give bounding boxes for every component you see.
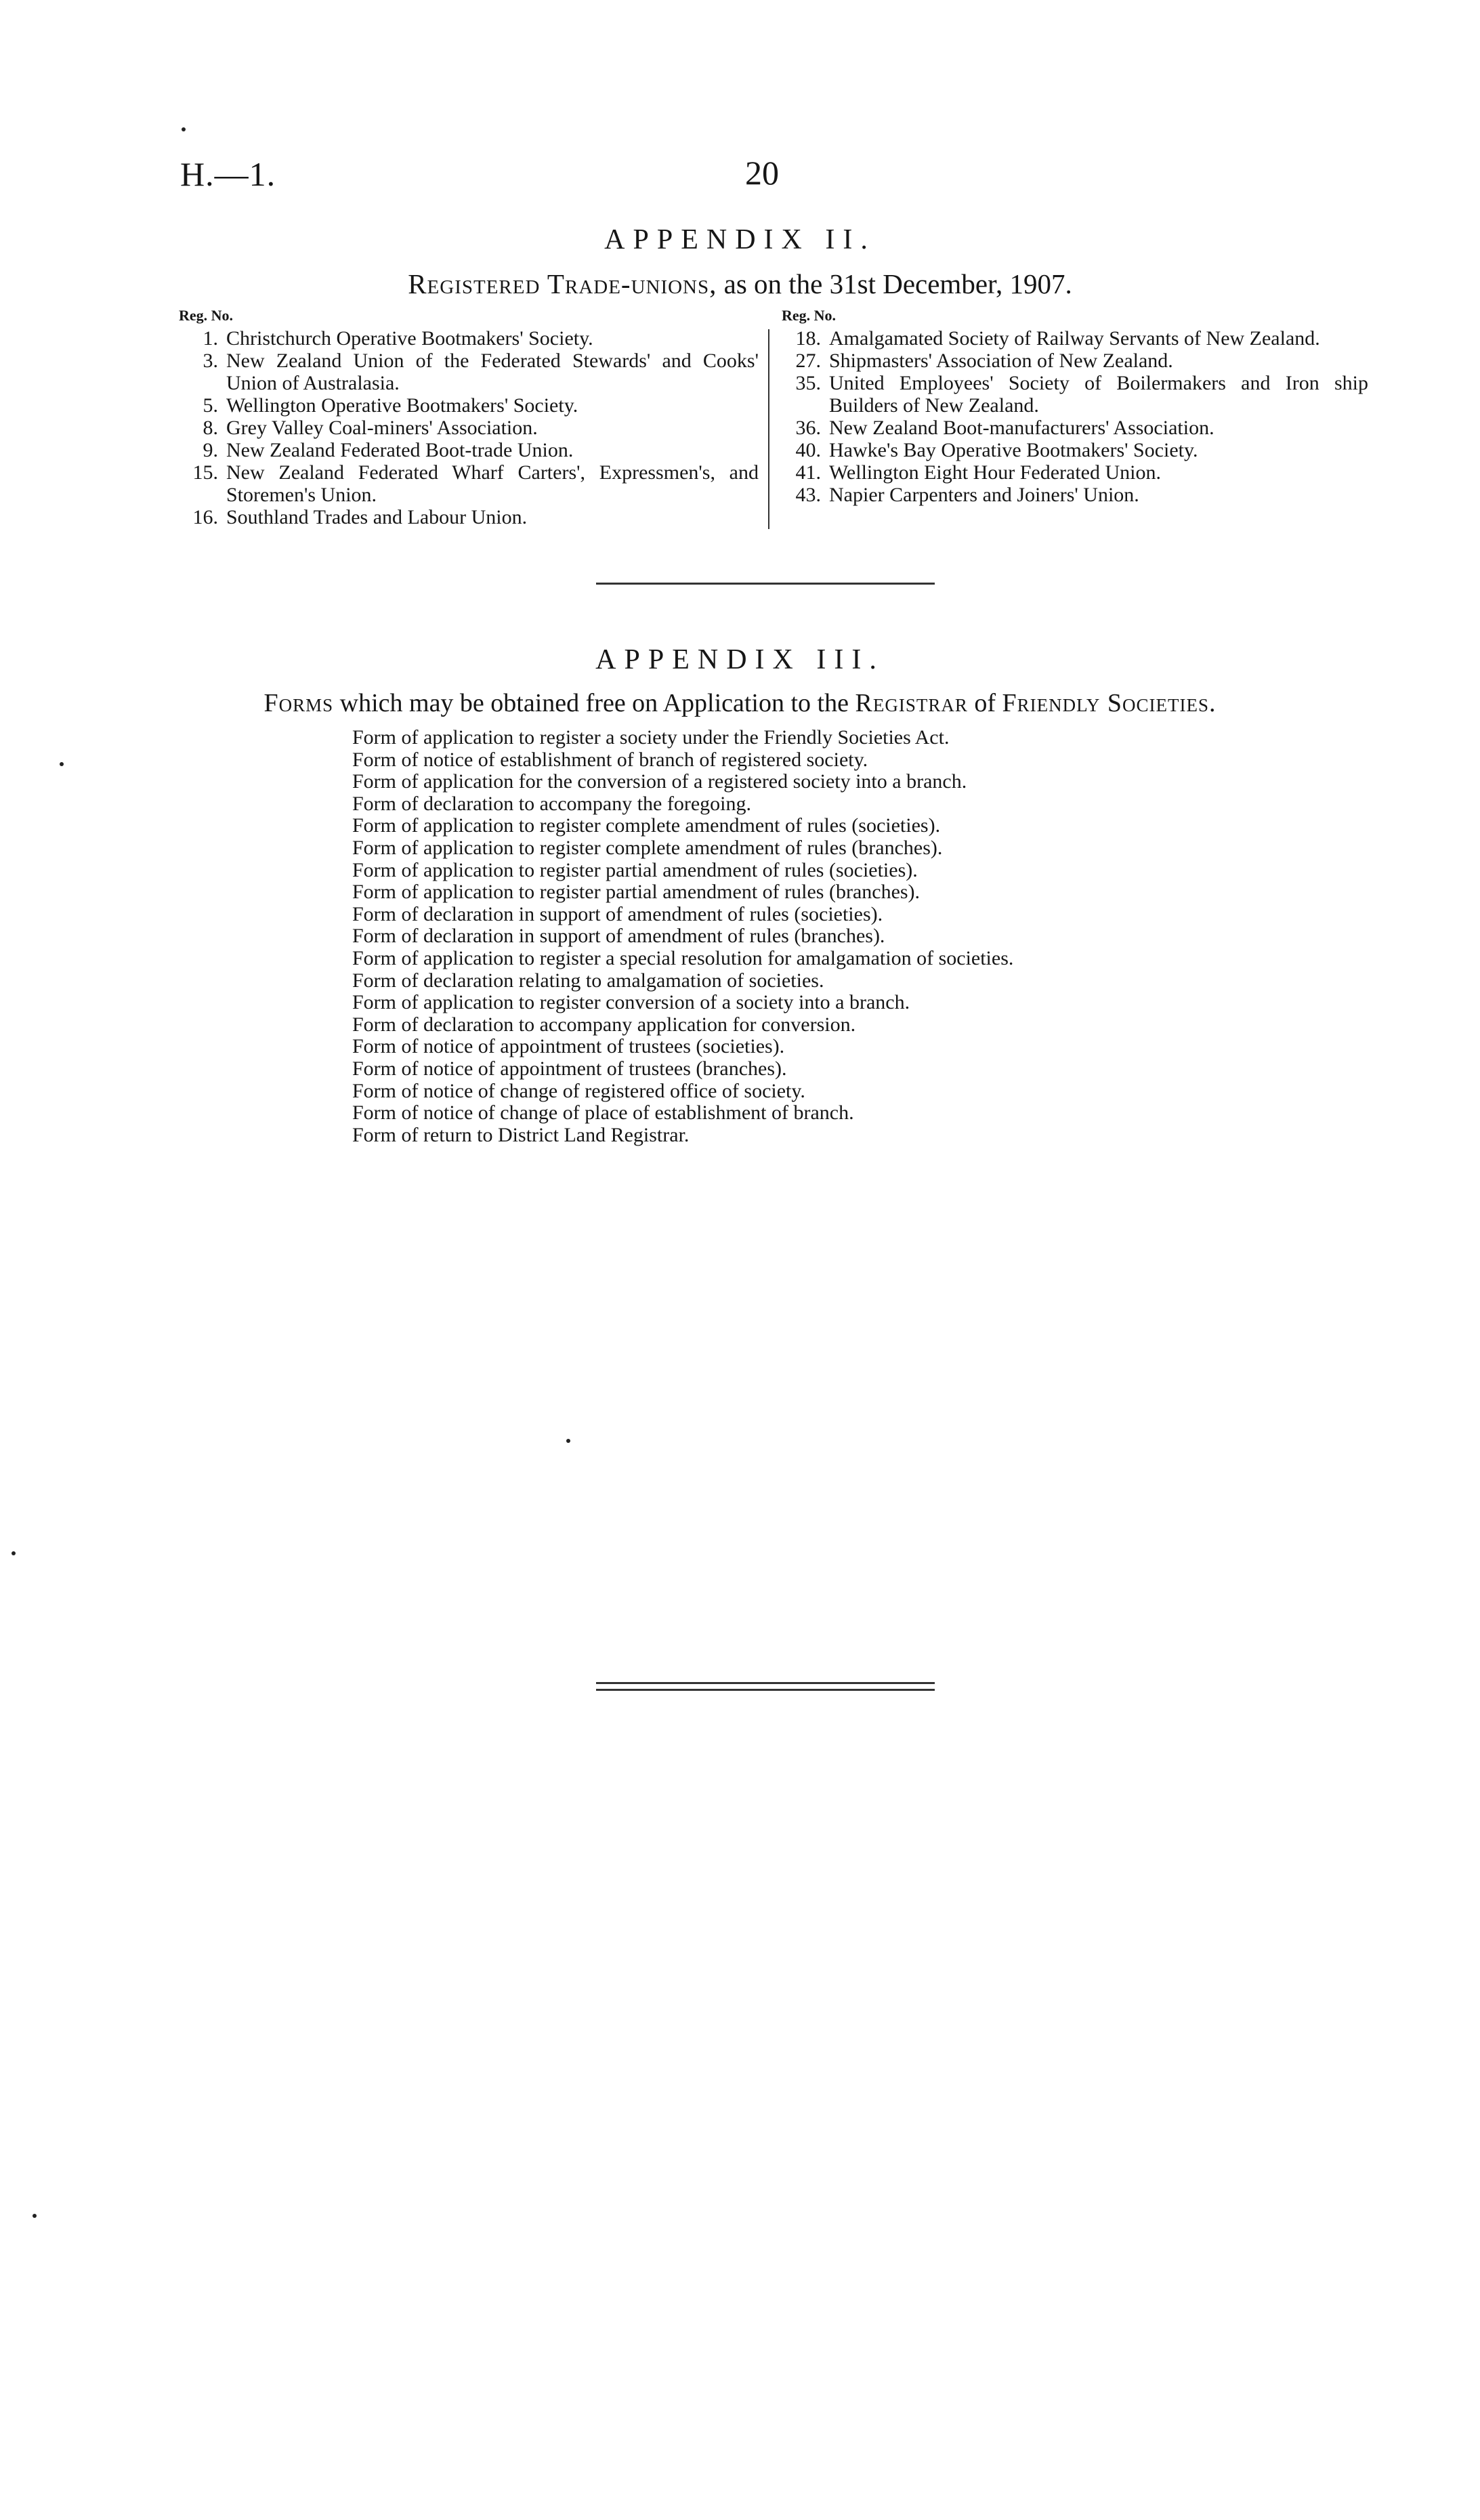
appendix-2-subtitle-rest: as on the 31st December, 1907. xyxy=(717,268,1072,299)
left-entries-list xyxy=(176,327,759,528)
form-item: Form of notice of establishment of branch of registered society. xyxy=(352,748,868,771)
appendix-3-subtitle-registrar: Registrar xyxy=(855,689,968,717)
trade-union-entry xyxy=(176,439,759,461)
form-item: Form of application for the conversion of a registered society into a branch. xyxy=(352,770,967,793)
reg-number: 5. xyxy=(203,394,218,417)
form-item: Form of notice of change of registered office of society. xyxy=(352,1079,805,1102)
trade-union-entry xyxy=(779,439,1368,461)
reg-number: 16. xyxy=(192,506,218,528)
form-item: Form of declaration relating to amalgamation of societies. xyxy=(352,969,824,992)
right-entries-list xyxy=(779,327,1368,506)
appendix-3-subtitle-friendly: Friendly Societies. xyxy=(1002,689,1217,717)
appendix-2-subtitle-smallcaps: Registered Trade-unions, xyxy=(408,268,717,299)
union-name: Napier Carpenters and Joiners' Union. xyxy=(829,484,1139,506)
trade-union-entry xyxy=(176,506,759,528)
scan-speck xyxy=(12,1551,16,1555)
reg-number: 41. xyxy=(795,461,821,484)
reg-no-heading: Reg. No. xyxy=(782,307,837,324)
union-name: Grey Valley Coal-miners' Association. xyxy=(226,417,538,439)
union-name: Southland Trades and Labour Union. xyxy=(226,506,528,528)
trade-unions-right-column xyxy=(779,308,1368,506)
section-divider xyxy=(596,583,935,585)
reg-number: 35. xyxy=(795,372,821,394)
reg-number: 1. xyxy=(203,327,218,350)
trade-union-entry xyxy=(779,461,1368,484)
union-name: Amalgamated Society of Railway Servants of New Zealand. xyxy=(829,327,1320,350)
reg-number: 40. xyxy=(795,439,821,461)
trade-union-entry xyxy=(176,327,759,350)
appendix-3-subtitle-forms: Forms xyxy=(263,689,334,717)
page-number: 20 xyxy=(745,154,779,192)
form-item: Form of application to register a special resolution for amalgamation of societies. xyxy=(352,946,1014,969)
form-item: Form of notice of appointment of trustees (societies). xyxy=(352,1035,785,1058)
form-item: Form of declaration in support of amendment of rules (societies). xyxy=(352,902,883,925)
column-divider xyxy=(768,329,769,529)
appendix-3-subtitle-mid: which may be obtained free on Application to the xyxy=(333,689,855,717)
reg-number: 43. xyxy=(795,484,821,506)
reg-no-heading: Reg. No. xyxy=(179,307,234,324)
end-double-rule xyxy=(596,1682,935,1691)
end-rule-bottom xyxy=(596,1689,935,1691)
form-item: Form of application to register complete amendment of rules (societies). xyxy=(352,814,941,837)
union-name: New Zealand Union of the Federated Stewards' and Cooks' Union of Australasia. xyxy=(226,350,759,394)
union-name: New Zealand Federated Wharf Carters', Expressmen's, and Storemen's Union. xyxy=(226,461,759,506)
trade-union-entry xyxy=(779,417,1368,439)
form-item: Form of declaration to accompany application for conversion. xyxy=(352,1013,856,1036)
reg-number: 27. xyxy=(795,350,821,372)
appendix-2-title: APPENDIX II. xyxy=(604,224,876,255)
reg-number: 15. xyxy=(192,461,218,484)
appendix-2-subtitle xyxy=(0,268,1480,300)
appendix-3-subtitle xyxy=(0,688,1480,718)
form-item: Form of application to register conversion of a society into a branch. xyxy=(352,991,910,1014)
union-name: Hawke's Bay Operative Bootmakers' Society. xyxy=(829,439,1198,461)
document-code: H.—1. xyxy=(180,155,276,193)
trade-union-entry xyxy=(176,461,759,506)
reg-number: 18. xyxy=(795,327,821,350)
union-name: New Zealand Boot-manufacturers' Association. xyxy=(829,417,1214,439)
form-item: Form of declaration in support of amendment of rules (branches). xyxy=(352,925,885,948)
trade-union-entry xyxy=(176,417,759,439)
scan-speck xyxy=(60,762,64,766)
union-name: Shipmasters' Association of New Zealand. xyxy=(829,350,1173,372)
form-item: Form of application to register partial amendment of rules (societies). xyxy=(352,858,918,881)
form-item: Form of application to register a society under the Friendly Societies Act. xyxy=(352,726,950,749)
trade-union-entry xyxy=(779,327,1368,350)
form-item: Form of application to register complete amendment of rules (branches). xyxy=(352,836,943,859)
trade-union-entry xyxy=(779,372,1368,417)
union-name: New Zealand Federated Boot-trade Union. xyxy=(226,439,574,461)
union-name: United Employees' Society of Boilermakers and Iron ship Builders of New Zealand. xyxy=(829,372,1368,417)
scan-speck xyxy=(566,1439,570,1443)
trade-union-entry xyxy=(176,394,759,417)
trade-union-entry xyxy=(176,350,759,394)
union-name: Wellington Eight Hour Federated Union. xyxy=(829,461,1161,484)
form-item: Form of notice of change of place of establishment of branch. xyxy=(352,1101,854,1125)
scan-speck xyxy=(33,2214,37,2218)
form-item: Form of notice of appointment of trustees (branches). xyxy=(352,1057,787,1080)
trade-union-entry xyxy=(779,484,1368,506)
form-item: Form of declaration to accompany the foregoing. xyxy=(352,792,751,815)
trade-unions-left-column xyxy=(176,308,759,528)
union-name: Christchurch Operative Bootmakers' Society. xyxy=(226,327,593,350)
reg-number: 3. xyxy=(203,350,218,372)
form-item: Form of return to District Land Registrar. xyxy=(352,1123,690,1146)
trade-union-entry xyxy=(779,350,1368,372)
reg-number: 9. xyxy=(203,439,218,461)
forms-list xyxy=(352,727,1368,1146)
form-item: Form of application to register partial amendment of rules (branches). xyxy=(352,881,921,904)
appendix-3-subtitle-of: of xyxy=(967,689,1002,717)
appendix-3-title: APPENDIX III. xyxy=(595,644,885,675)
union-name: Wellington Operative Bootmakers' Society. xyxy=(226,394,578,417)
reg-number: 36. xyxy=(795,417,821,439)
scan-speck xyxy=(182,127,186,131)
reg-number: 8. xyxy=(203,417,218,439)
